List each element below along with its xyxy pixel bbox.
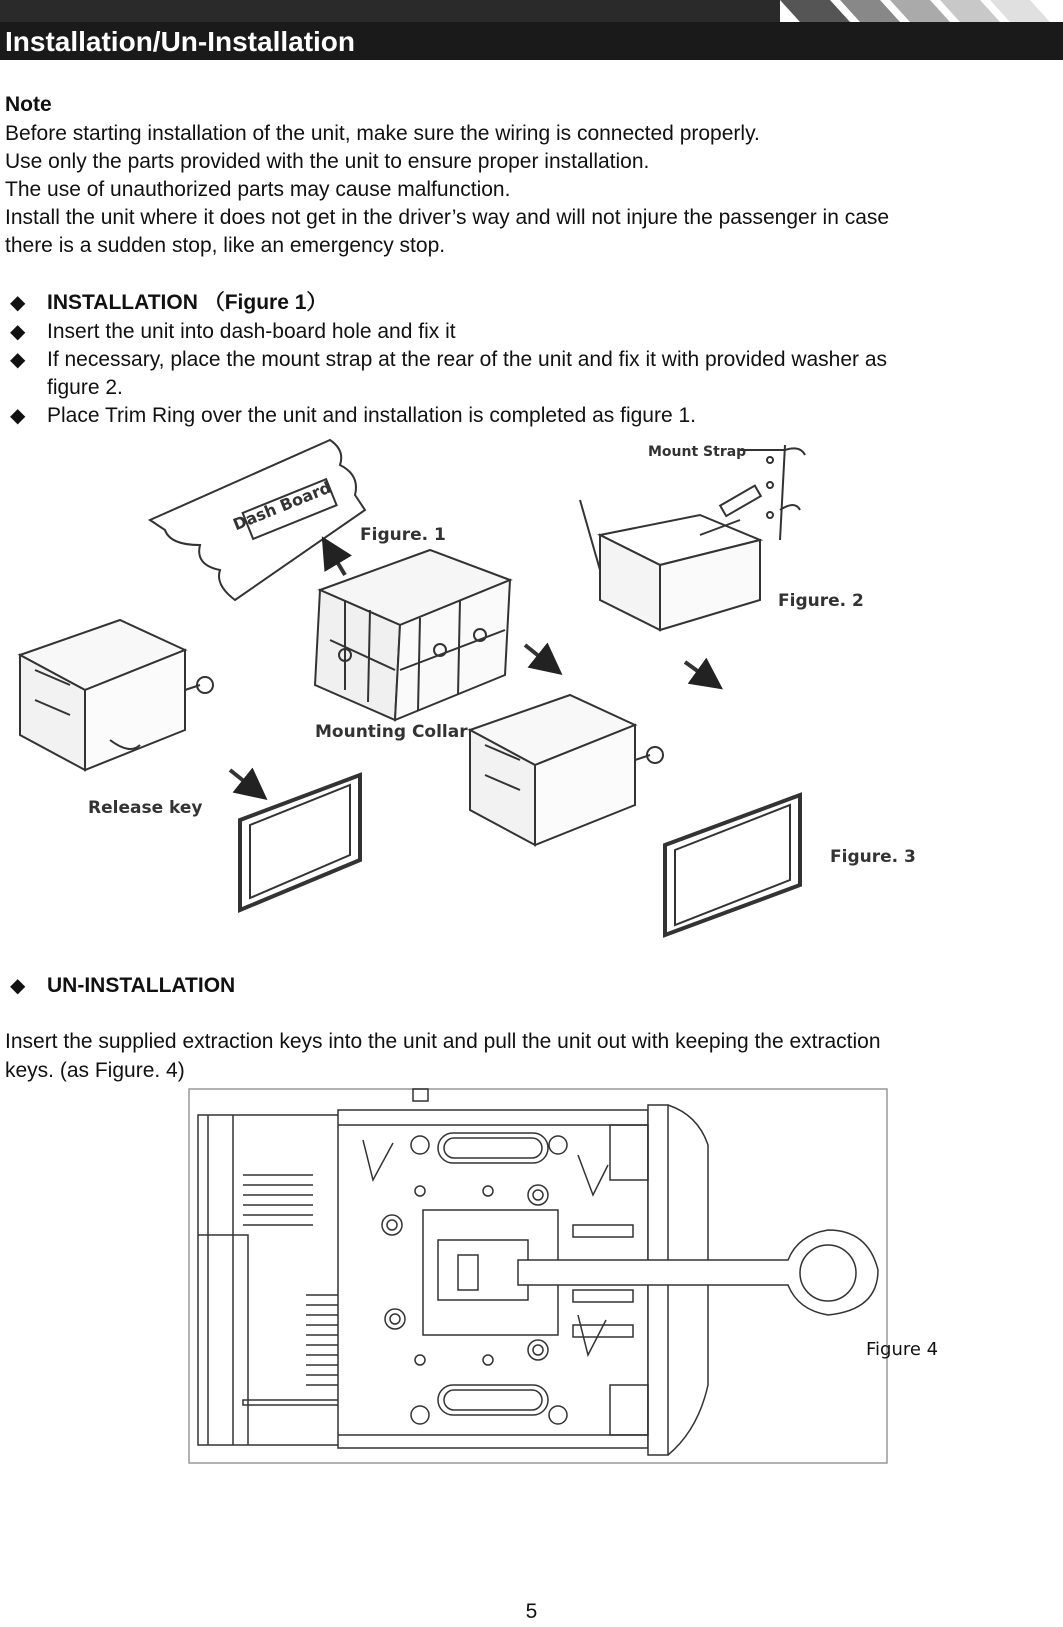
uninstallation-heading: UN-INSTALLATION — [47, 974, 236, 997]
bullet-icon: ◆ — [10, 292, 26, 314]
header-decoration — [0, 0, 1063, 22]
figure3-label: Figure. 3 — [830, 847, 916, 867]
note-line: Before starting installation of the unit, make sure the wiring is connected properly. — [5, 122, 760, 145]
installation-step: Insert the unit into dash-board hole and fix it — [47, 320, 456, 343]
mount-strap-assembly — [580, 445, 805, 630]
figure2-label: Figure. 2 — [778, 591, 864, 611]
note-line: Use only the parts provided with the unit to ensure proper installation. — [5, 150, 650, 173]
bullet-icon: ◆ — [10, 405, 26, 427]
mount-strap-label: Mount Strap — [648, 444, 747, 460]
dash-board-label: Dash Board — [230, 477, 334, 535]
head-unit-left — [20, 620, 213, 770]
trim-ring-right — [665, 795, 800, 935]
uninstallation-line: Insert the supplied extraction keys into the unit and pull the unit out with keeping the extraction — [5, 1030, 881, 1053]
mounting-collar — [315, 550, 510, 720]
note-line: there is a sudden stop, like an emergency stop. — [5, 234, 446, 257]
figure4-label: Figure 4 — [866, 1339, 939, 1360]
bullet-icon: ◆ — [10, 975, 26, 997]
bullet-icon: ◆ — [10, 321, 26, 343]
note-heading: Note — [5, 93, 52, 116]
bullet-icon: ◆ — [10, 349, 26, 371]
note-line: The use of unauthorized parts may cause malfunction. — [5, 178, 511, 201]
installation-diagram — [0, 440, 1063, 980]
page-title: Installation/Un-Installation — [5, 26, 356, 57]
installation-step: If necessary, place the mount strap at the rear of the unit and fix it with provided washer as — [47, 348, 888, 371]
installation-step-continued: figure 2. — [47, 376, 123, 399]
head-unit-right — [470, 695, 663, 845]
figure4-diagram — [188, 1085, 939, 1465]
page-number: 5 — [525, 1600, 538, 1623]
release-key-label: Release key — [88, 798, 203, 818]
figure1-label: Figure. 1 — [360, 525, 446, 545]
mounting-collar-label: Mounting Collar — [315, 722, 468, 742]
uninstallation-line: keys. (as Figure. 4) — [5, 1059, 185, 1082]
installation-step: Place Trim Ring over the unit and installation is completed as figure 1. — [47, 404, 697, 427]
trim-ring-left — [240, 775, 360, 910]
installation-heading: INSTALLATION （Figure 1） — [47, 291, 328, 314]
note-line: Install the unit where it does not get in the driver’s way and will not injure the passenger in case — [5, 206, 890, 229]
